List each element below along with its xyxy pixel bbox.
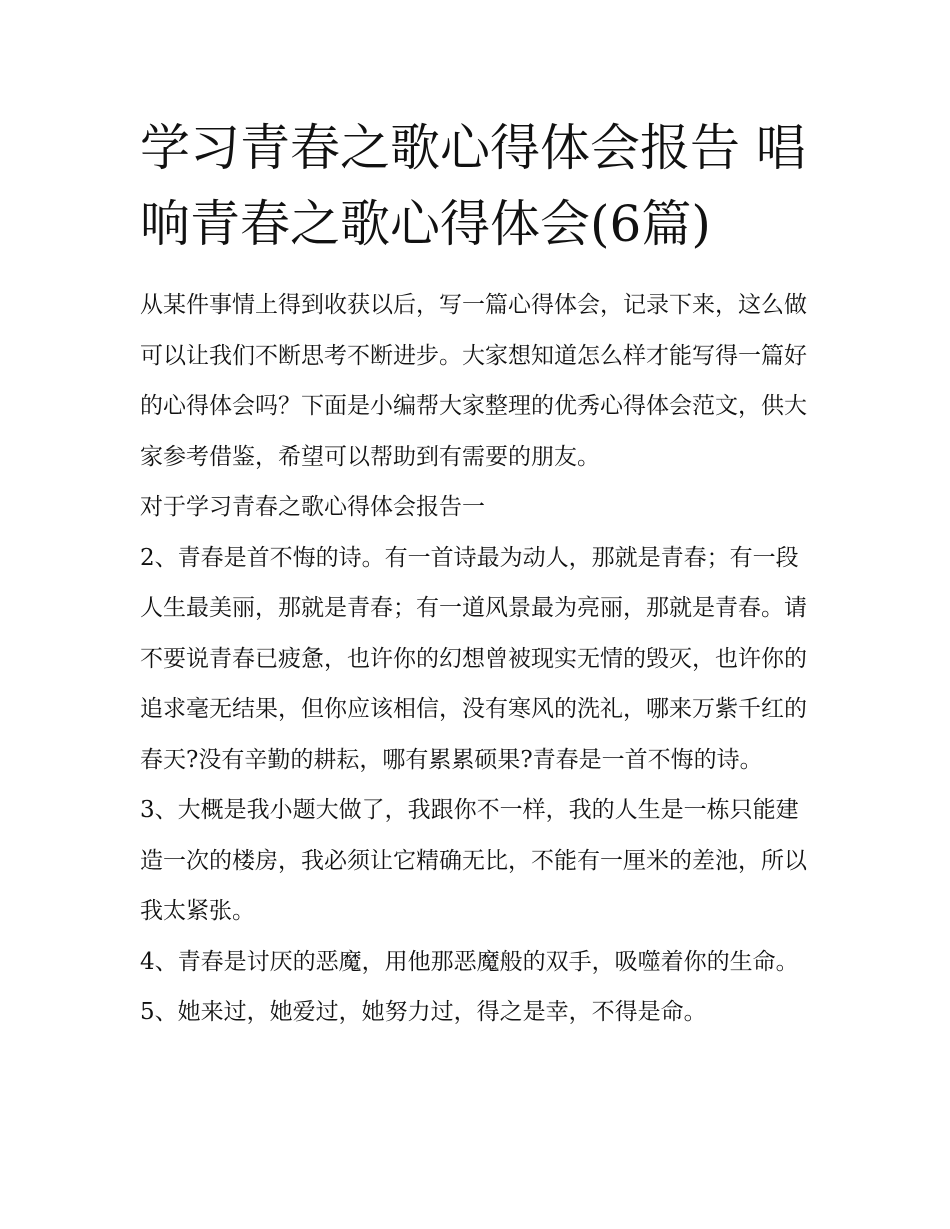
intro-paragraph: 从某件事情上得到收获以后，写一篇心得体会，记录下来，这么做可以让我们不断思考不断进步。大家想知道怎么样才能写得一篇好的心得体会吗？下面是小编帮大家整理的优秀心得体会范文，供大家参考借鉴，希望可以帮助到有需要的朋友。 xyxy=(140,292,807,470)
item-paragraph-2: 2、青春是首不悔的诗。有一首诗最为动人，那就是青春；有一段人生最美丽，那就是青春；有一道风景最为亮丽，那就是青春。请不要说青春已疲惫，也许你的幻想曾被现实无情的毁灭，也许你的追求毫无结果，但你应该相信，没有寒风的洗礼，哪来万紫千红的春天?没有辛勤的耕耘，哪有累累硕果?青春是一首不悔的诗。 xyxy=(140,544,807,773)
item-paragraph-3: 3、大概是我小题大做了，我跟你不一样，我的人生是一栋只能建造一次的楼房，我必须让它精确无比，不能有一厘米的差池，所以我太紧张。 xyxy=(140,797,807,924)
document-title: 学习青春之歌心得体会报告 唱响青春之歌心得体会(6篇) xyxy=(140,119,806,253)
document-body xyxy=(140,280,820,1038)
section-heading: 对于学习青春之歌心得体会报告一 xyxy=(140,494,485,520)
document-page xyxy=(140,110,820,1038)
item-paragraph-4-5: 4、青春是讨厌的恶魔，用他那恶魔般的双手，吸噬着你的生命。 5、她来过，她爱过，她努力过，得之是幸，不得是命。 xyxy=(140,948,799,1025)
